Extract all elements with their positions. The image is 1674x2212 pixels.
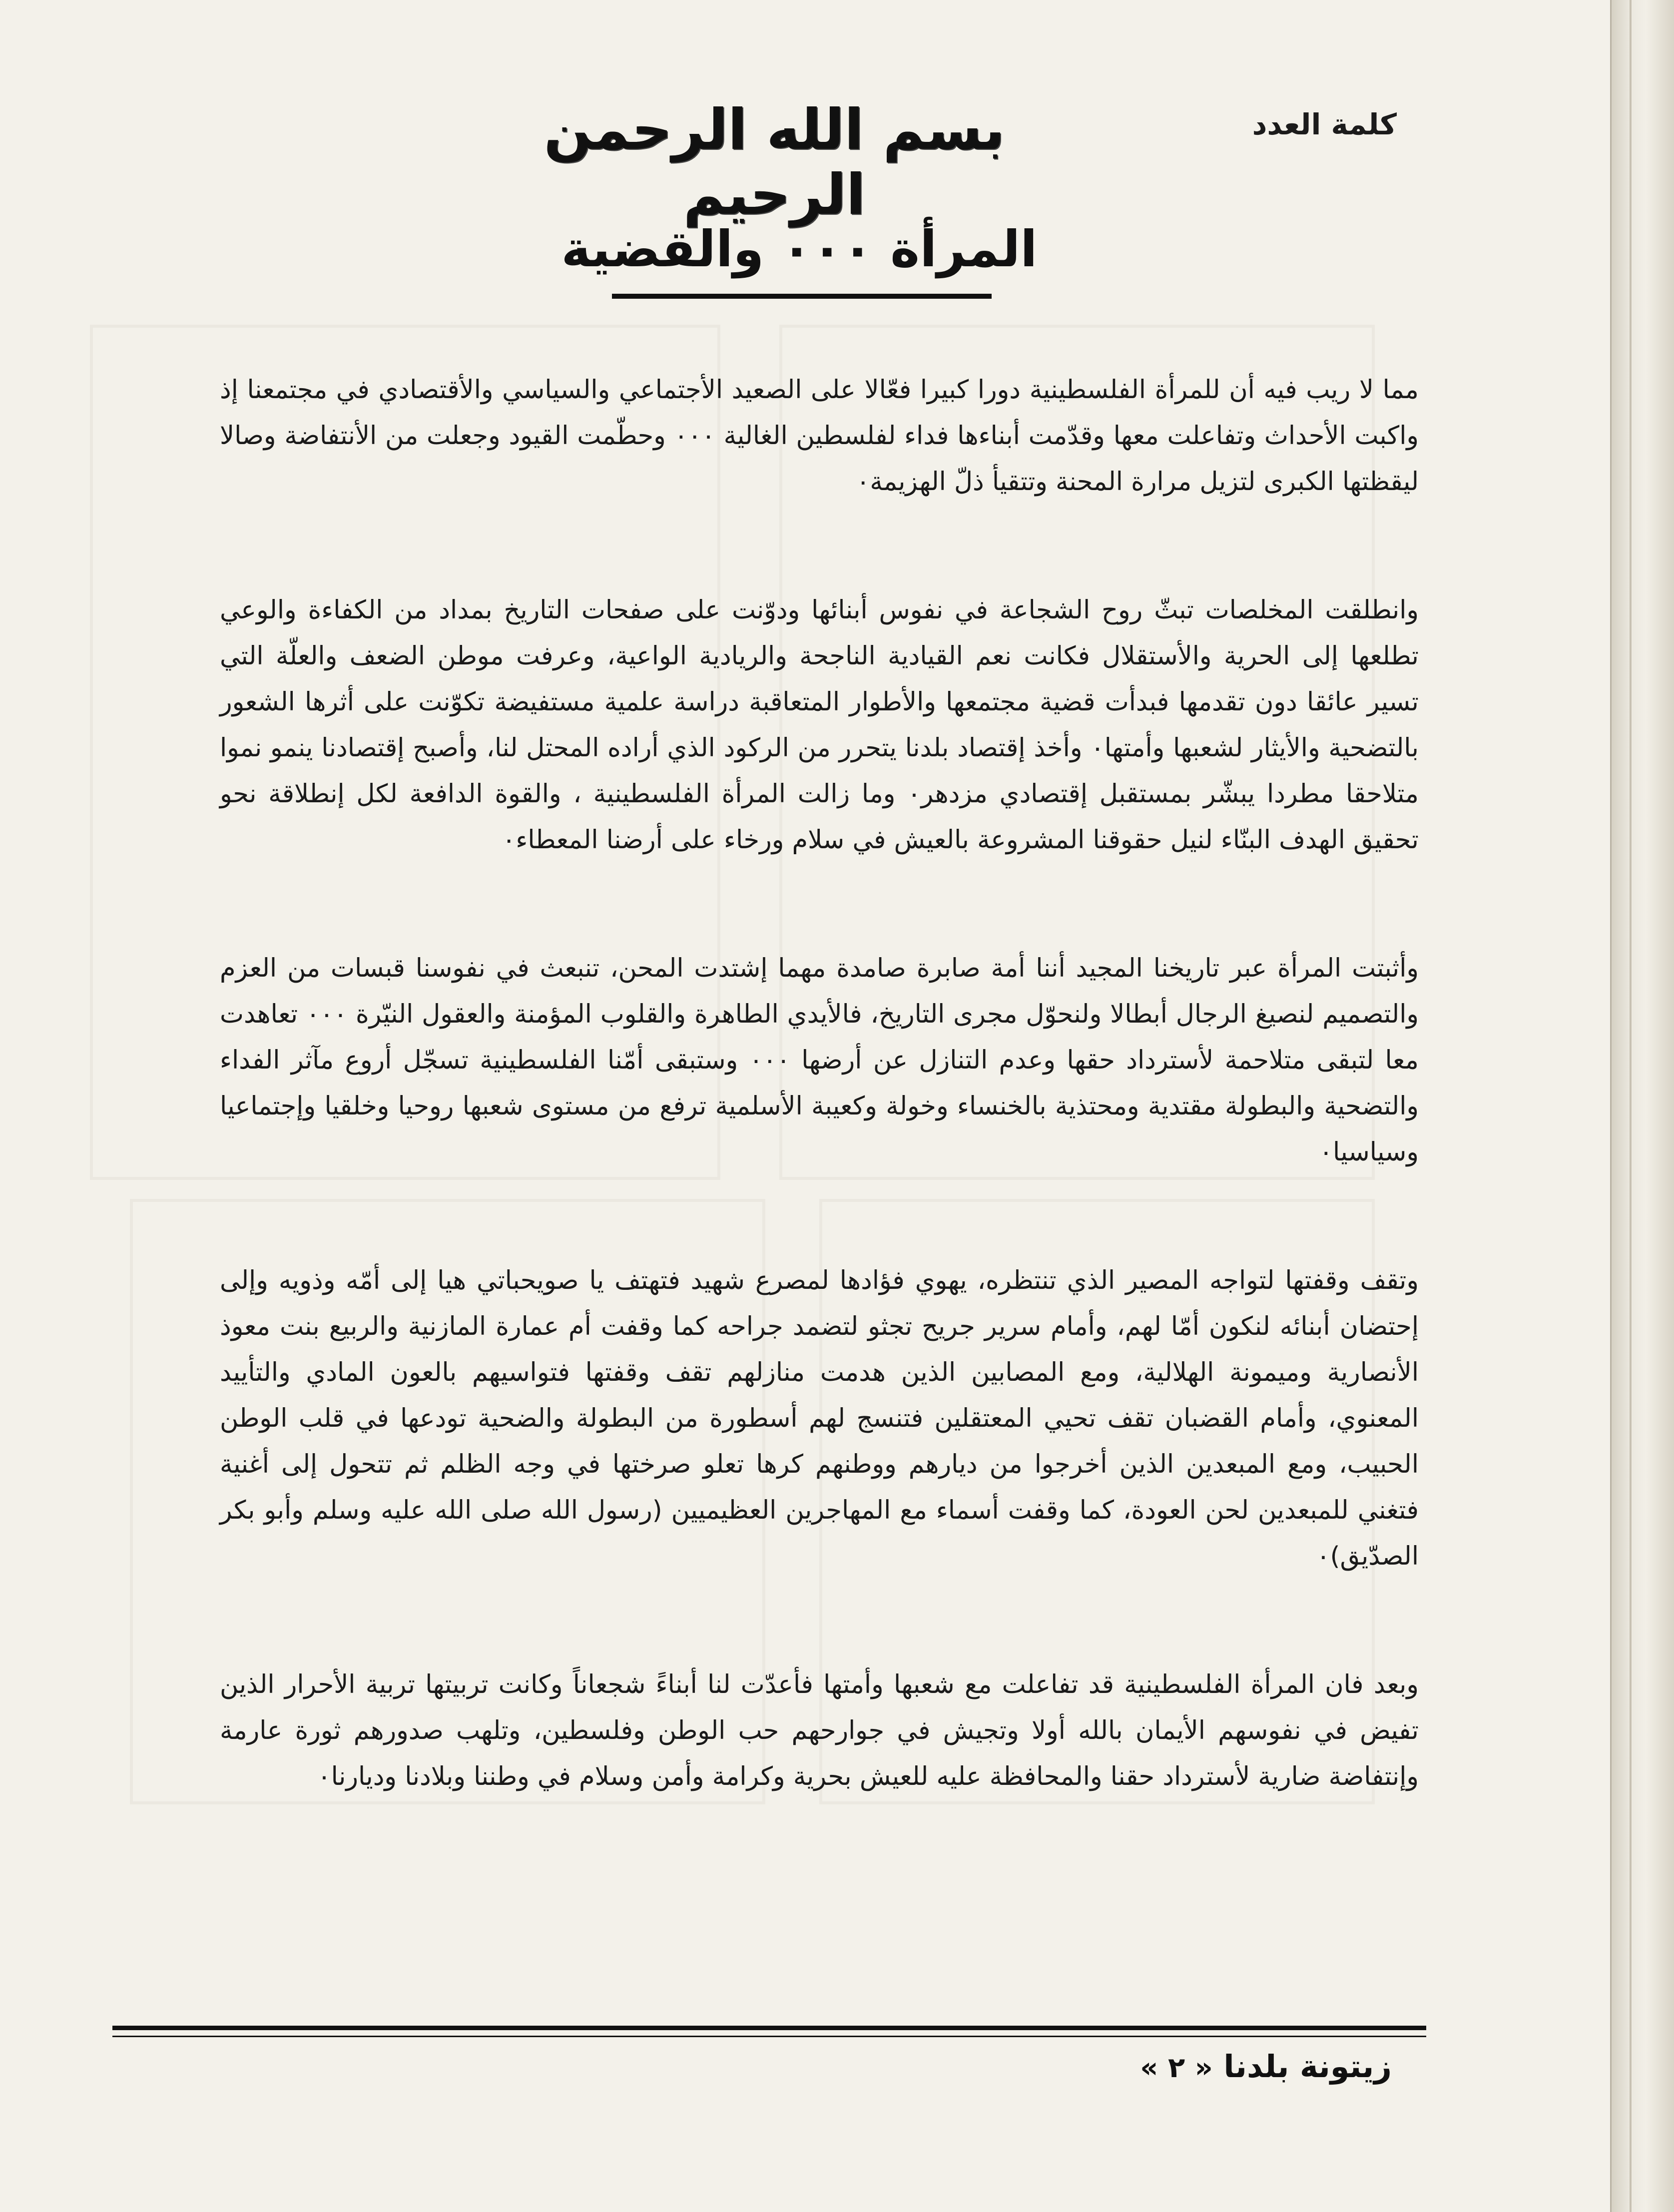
page-number: « ٢ »: [1140, 2052, 1213, 2084]
publication-name: زيتونة بلدنا: [1223, 2048, 1392, 2085]
paragraph-2: وانطلقت المخلصات تبثّ روح الشجاعة في نفوس أبنائها ودوّنت على صفحات التاريخ بمداد من الكفاءة والوعي تطلعها إلى الحرية والأستقلال فكانت نعم القيادية الناجحة والريادية الواعية، وعرفت موطن الضعف والعلّة التي تسير عائقا دون تقدمها فبدأت قضية مجتمعها والأطوار المتعاقبة دراسة علمية مستفيضة تكوّنت على أثرها الشعور بالتضحية والأيثار لشعبها وأمتها٠ وأخذ إقتصاد بلدنا يتحرر من الركود الذي أراده المحتل لنا، وأصبح إقتصادنا ينمو نموا متلاحقا مطردا يبشّر بمستقبل إقتصادي مزدهر٠ وما زالت المرأة الفلسطينية ، والقوة الدافعة لكل إنطلاقة نحو تحقيق الهدف البنّاء لنيل حقوقنا المشروعة بالعيش في سلام ورخاء على أرضنا المعطاء٠: [220, 595, 1419, 855]
article-title: المرأة ٠٠٠ والقضية: [561, 220, 1038, 278]
article-body: [220, 367, 1419, 1800]
section-label: كلمة العدد: [1252, 107, 1397, 141]
paragraph-1: مما لا ريب فيه أن للمرأة الفلسطينية دورا كبيرا فعّالا على الصعيد الأجتماعي والسياسي والأقتصادي في مجتمعنا إذ واكبت الأحداث وتفاعلت معها وقدّمت أبناءها فداء لفلسطين الغالية ٠٠٠ وحطّمت القيود وجعلت من الأنتفاضة وصالا ليقظتها الكبرى لتزيل مرارة المحنة وتتقيأ ذلّ الهزيمة٠: [220, 375, 1419, 497]
basmala-heading: بسم الله الرحمن الرحيم: [544, 97, 1005, 227]
binding-spine: [1610, 0, 1674, 2212]
footer-rule-thick: [112, 2026, 1426, 2030]
paragraph-5: وبعد فان المرأة الفلسطينية قد تفاعلت مع شعبها وأمتها فأعدّت لنا أبناءً شجعاناً وكانت تربيتها تربية الأحرار الذين تفيض في نفوسهم الأيمان بالله أولا وتجيش في جوارحهم حب الوطن وفلسطين، وتلهب صدورهم ثورة عارمة وإنتفاضة ضارية لأسترداد حقنا والمحافظة عليه للعيش بحرية وكرامة وأمن وسلام في وطننا وبلادنا وديارنا٠: [220, 1670, 1419, 1791]
footer-rule-thin: [112, 2036, 1426, 2037]
paragraph-3: وأثبتت المرأة عبر تاريخنا المجيد أننا أمة صابرة صامدة مهما إشتدت المحن، تنبعث في نفوسنا قبسات من العزم والتصميم لنصيغ الرجال أبطالا ولنحوّل مجرى التاريخ، فالأيدي الطاهرة والقلوب المؤمنة والعقول النيّرة ٠٠٠ تعاهدت معا لتبقى متلاحمة لأسترداد حقها وعدم التنازل عن أرضها ٠٠٠ وستبقى أمّنا الفلسطينية تسجّل أروع مآثر الفداء والتضحية والبطولة مقتدية ومحتذية بالخنساء وخولة وكعيبة الأسلمية ترفع من مستوى شعبها روحيا وخلقيا وإجتماعيا وسياسيا٠: [220, 954, 1419, 1167]
footer: [942, 2048, 1392, 2085]
title-underline: [612, 294, 992, 299]
paragraph-4: وتقف وقفتها لتواجه المصير الذي تنتظره، يهوي فؤادها لمصرع شهيد فتهتف يا صويحباتي هيا إلى أمّه وذويه وإلى إحتضان أبنائه لنكون أمّا لهم، وأمام سرير جريح تجثو لتضمد جراحه كما وقفت أم عمارة المازنية والربيع بنت معوذ الأنصارية وميمونة الهلالية، ومع المصابين الذين هدمت منازلهم تقف وقفتها فتواسيهم بالعون المادي والتأييد المعنوي، وأمام القضبان تقف تحيي المعتقلين فتنسج لهم أسطورة من البطولة والضحية تودعها في قلب الوطن الحبيب، ومع المبعدين الذين أخرجوا من ديارهم ووطنهم كرها تعلو صرختها في وجه الظلم ثم تتحول إلى أغنية فتغني للمبعدين لحن العودة، كما وقفت أسماء مع المهاجرين العظيميين (رسول الله صلى الله عليه وسلم وأبو بكر الصدّيق)٠: [220, 1266, 1419, 1571]
